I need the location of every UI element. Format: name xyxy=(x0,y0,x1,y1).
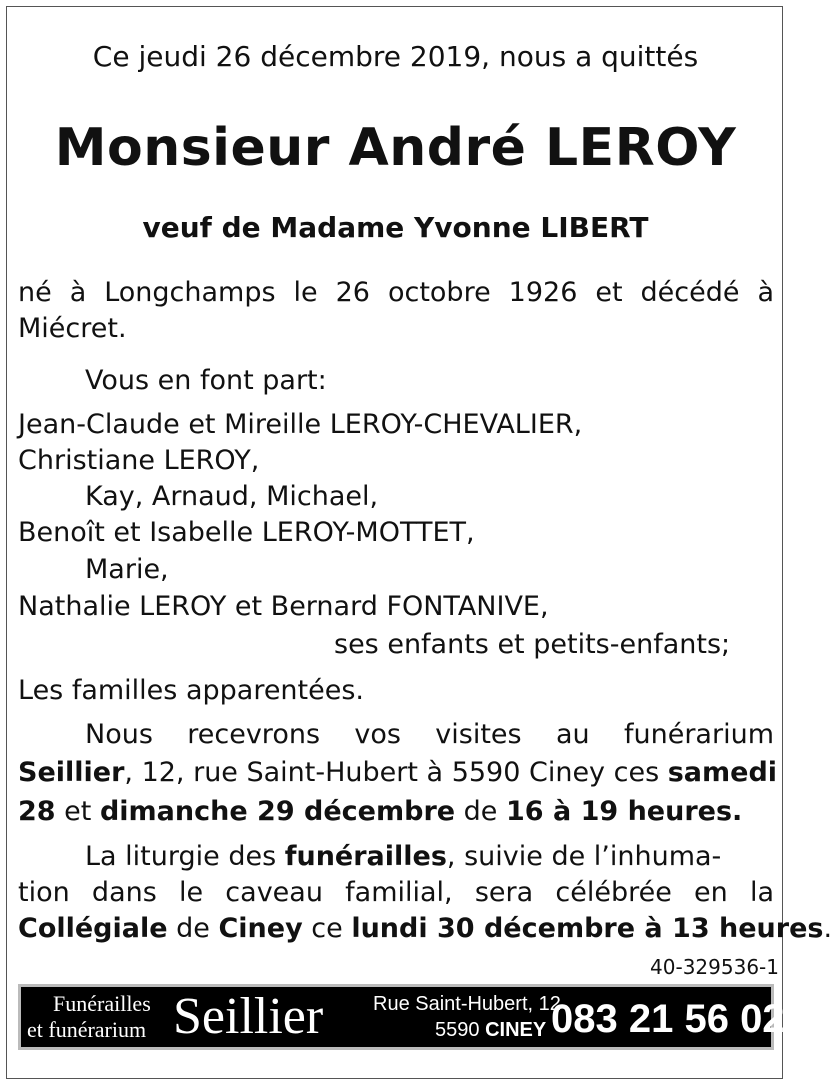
birth-line-1: né à Longchamps le 26 octobre 1926 et décédé à xyxy=(18,277,774,308)
reference-number: 40-329536-1 xyxy=(650,955,779,979)
family-line: Jean-Claude et Mireille LEROY-CHEVALIER, xyxy=(18,409,583,440)
visits-line-2: Seillier, 12, rue Saint-Hubert à 5590 Ciney ces samedi xyxy=(18,757,778,788)
spouse-line: veuf de Madame Yvonne LIBERT xyxy=(142,211,649,244)
banner-line-1: Funérailles xyxy=(53,991,151,1016)
funeral-home-banner xyxy=(18,984,785,1050)
family-line: Les familles apparentées. xyxy=(18,675,365,706)
liturgy-line-1: La liturgie des funérailles, suivie de l’inhuma- xyxy=(85,841,722,872)
family-line: Nathalie LEROY et Bernard FONTANIVE, xyxy=(18,591,549,622)
family-line: Benoît et Isabelle LEROY-MOTTET, xyxy=(18,517,475,548)
banner-phone: 083 21 56 02 xyxy=(551,997,785,1041)
visits-line-1: Nous recevrons vos visites au funérarium xyxy=(85,719,774,750)
liturgy-line-3: Collégiale de Ciney ce lundi 30 décembre à 13 heures. xyxy=(18,913,832,944)
birth-line-2: Miécret. xyxy=(18,313,127,344)
notice-line: Vous en font part: xyxy=(85,365,327,396)
intro-line: Ce jeudi 26 décembre 2019, nous a quittés xyxy=(92,40,699,73)
funerarium-name: Seillier xyxy=(18,757,125,788)
deceased-name: Monsieur André LEROY xyxy=(54,118,737,178)
banner-brand: Seillier xyxy=(173,988,324,1045)
liturgy-line-2: tion dans le caveau familial, sera célébrée en la xyxy=(18,877,774,908)
banner-address-1: Rue Saint-Hubert, 12 xyxy=(373,993,561,1015)
family-line: ses enfants et petits-enfants; xyxy=(334,629,731,660)
family-line: Kay, Arnaud, Michael, xyxy=(85,481,379,512)
banner-address-2: 5590 CINEY xyxy=(435,1019,547,1041)
banner-line-2: et funérarium xyxy=(27,1017,147,1042)
visits-line-3: 28 et dimanche 29 décembre de 16 à 19 heures. xyxy=(18,796,743,827)
family-line: Marie, xyxy=(85,554,169,585)
family-line: Christiane LEROY, xyxy=(18,445,260,476)
